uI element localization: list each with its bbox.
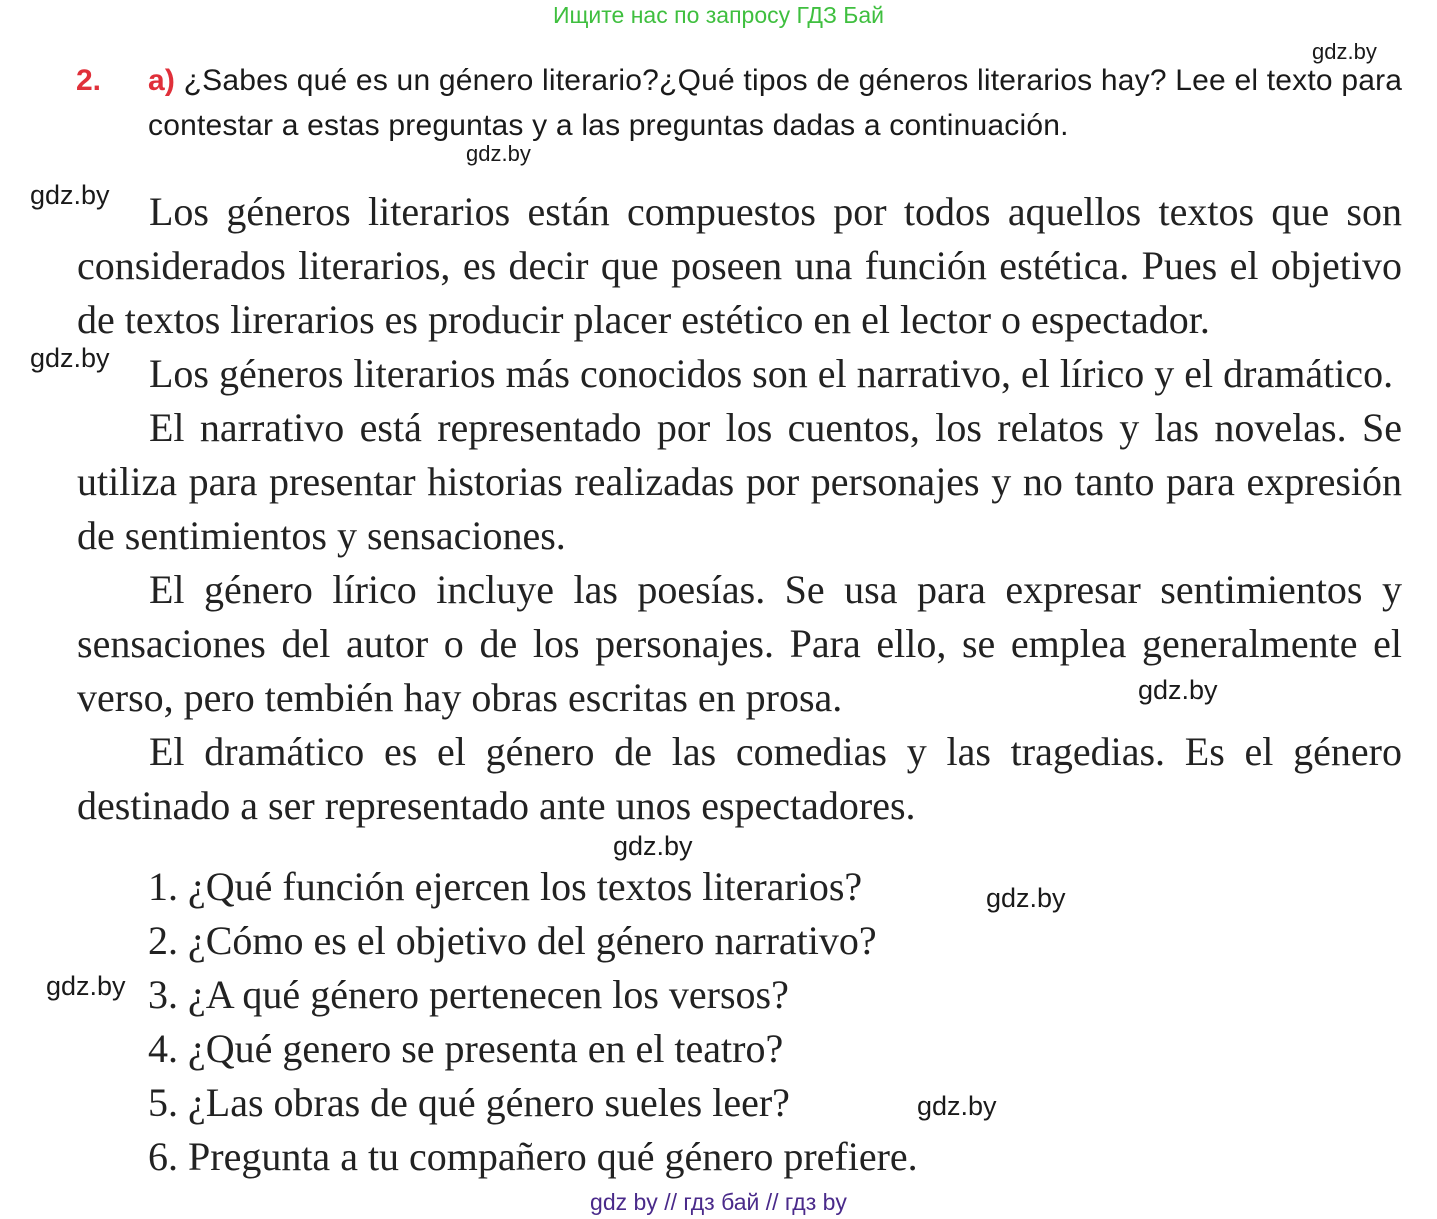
question-item: 5. ¿Las obras de qué género sueles leer? bbox=[148, 1080, 790, 1125]
watermark: gdz.by bbox=[466, 141, 531, 166]
paragraph: Los géneros literarios más conocidos son el narrativo, el lírico y el dramático. bbox=[149, 351, 1394, 396]
task-header bbox=[76, 58, 1406, 148]
paragraph: Los géneros literarios están compuestos por todos aquellos textos que son considerados literarios, es decir que poseen una función estética. Pues el objetivo de textos lirerarios es producir placer estético en el lector o espectador. bbox=[77, 189, 1402, 342]
question-item: 1. ¿Qué función ejercen los textos literarios? bbox=[148, 864, 863, 909]
paragraph: El narrativo está representado por los cuentos, los relatos y las novelas. Se utiliza para presentar historias realizadas por personajes y no tanto para expresión de sentimientos y sensaciones. bbox=[77, 405, 1402, 558]
watermark: gdz.by bbox=[1138, 675, 1218, 705]
watermark: gdz.by bbox=[917, 1091, 997, 1121]
watermark: gdz.by bbox=[613, 831, 693, 861]
task-letter: а) bbox=[148, 64, 176, 97]
question-item: 3. ¿A qué género pertenecen los versos? bbox=[148, 972, 789, 1017]
task-number: 2. bbox=[76, 64, 102, 97]
paragraph: El género lírico incluye las poesías. Se usa para expresar sentimientos y sensaciones del autor o de los personajes. Para ello, se emplea generalmente el verso, pero tembién hay obras escritas en prosa. bbox=[77, 567, 1402, 720]
footer-links: gdz by // гдз бай // гдз by bbox=[590, 1189, 847, 1215]
watermark: gdz.by bbox=[986, 883, 1066, 913]
watermark: gdz.by bbox=[30, 180, 110, 210]
paragraph: El dramático es el género de las comedias y las tragedias. Es el género destinado a ser representado ante unos espectadores. bbox=[77, 729, 1402, 828]
reading-text bbox=[77, 185, 1402, 833]
watermark: gdz.by bbox=[30, 343, 110, 373]
watermark: gdz.by bbox=[1312, 39, 1377, 64]
watermark: gdz.by bbox=[46, 971, 126, 1001]
top-banner: Ищите нас по запросу ГДЗ Бай bbox=[552, 2, 885, 28]
question-item: 2. ¿Cómo es el objetivo del género narrativo? bbox=[148, 918, 877, 963]
question-item: 6. Pregunta a tu compañero qué género prefiere. bbox=[148, 1134, 918, 1179]
question-list bbox=[148, 860, 1048, 1184]
task-instruction-text: ¿Sabes qué es un género literario?¿Qué tipos de géneros literarios hay? Lee el texto para contestar a estas preguntas y a las preguntas dadas a continuación. bbox=[148, 64, 1403, 142]
task-instruction bbox=[148, 58, 1406, 148]
question-item: 4. ¿Qué genero se presenta en el teatro? bbox=[148, 1026, 784, 1071]
